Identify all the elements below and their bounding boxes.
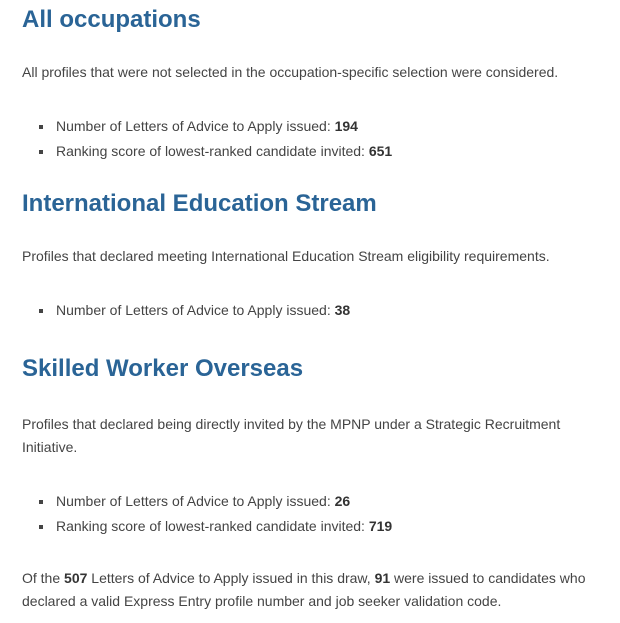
ee-count: 91 bbox=[374, 570, 391, 587]
section-skilled-worker-overseas bbox=[22, 355, 599, 540]
stats-list bbox=[22, 114, 599, 164]
summary-text: were issued to candidates who declared a valid Express Entry profile number and job seeker validation code. bbox=[22, 570, 586, 610]
section-heading: Skilled Worker Overseas bbox=[22, 354, 304, 382]
section-heading: International Education Stream bbox=[22, 189, 377, 217]
section-description: All profiles that were not selected in the occupation-specific selection were considered. bbox=[22, 63, 559, 80]
section-description: Profiles that declared meeting International Education Stream eligibility requirements. bbox=[22, 247, 550, 264]
stat-value: 38 bbox=[334, 301, 351, 318]
section-heading: All occupations bbox=[22, 6, 201, 33]
stats-list bbox=[22, 298, 599, 323]
summary-text: Letters of Advice to Apply issued in this draw, bbox=[87, 570, 375, 587]
section-all-occupations bbox=[22, 6, 599, 164]
stat-label: Number of Letters of Advice to Apply issued: bbox=[56, 301, 331, 318]
stat-item bbox=[54, 514, 599, 539]
stat-item bbox=[54, 114, 599, 139]
loa-total: 507 bbox=[64, 570, 88, 587]
summary-text: Of the bbox=[22, 570, 65, 587]
stat-value: 26 bbox=[334, 493, 351, 510]
stat-value: 719 bbox=[368, 518, 393, 535]
stat-value: 651 bbox=[368, 142, 393, 159]
stats-list bbox=[22, 489, 599, 539]
stat-label: Ranking score of lowest-ranked candidate invited: bbox=[56, 142, 365, 159]
section-international-education-stream bbox=[22, 190, 599, 323]
stat-item bbox=[54, 489, 599, 514]
section-description: Profiles that declared being directly invited by the MPNP under a Strategic Recruitment Initiative. bbox=[22, 416, 561, 456]
stat-item bbox=[54, 139, 599, 164]
stat-value: 194 bbox=[334, 117, 358, 134]
summary-paragraph bbox=[22, 567, 599, 613]
stat-label: Ranking score of lowest-ranked candidate invited: bbox=[56, 518, 365, 535]
stat-item bbox=[54, 298, 599, 323]
stat-label: Number of Letters of Advice to Apply issued: bbox=[56, 117, 331, 134]
stat-label: Number of Letters of Advice to Apply issued: bbox=[56, 493, 331, 510]
